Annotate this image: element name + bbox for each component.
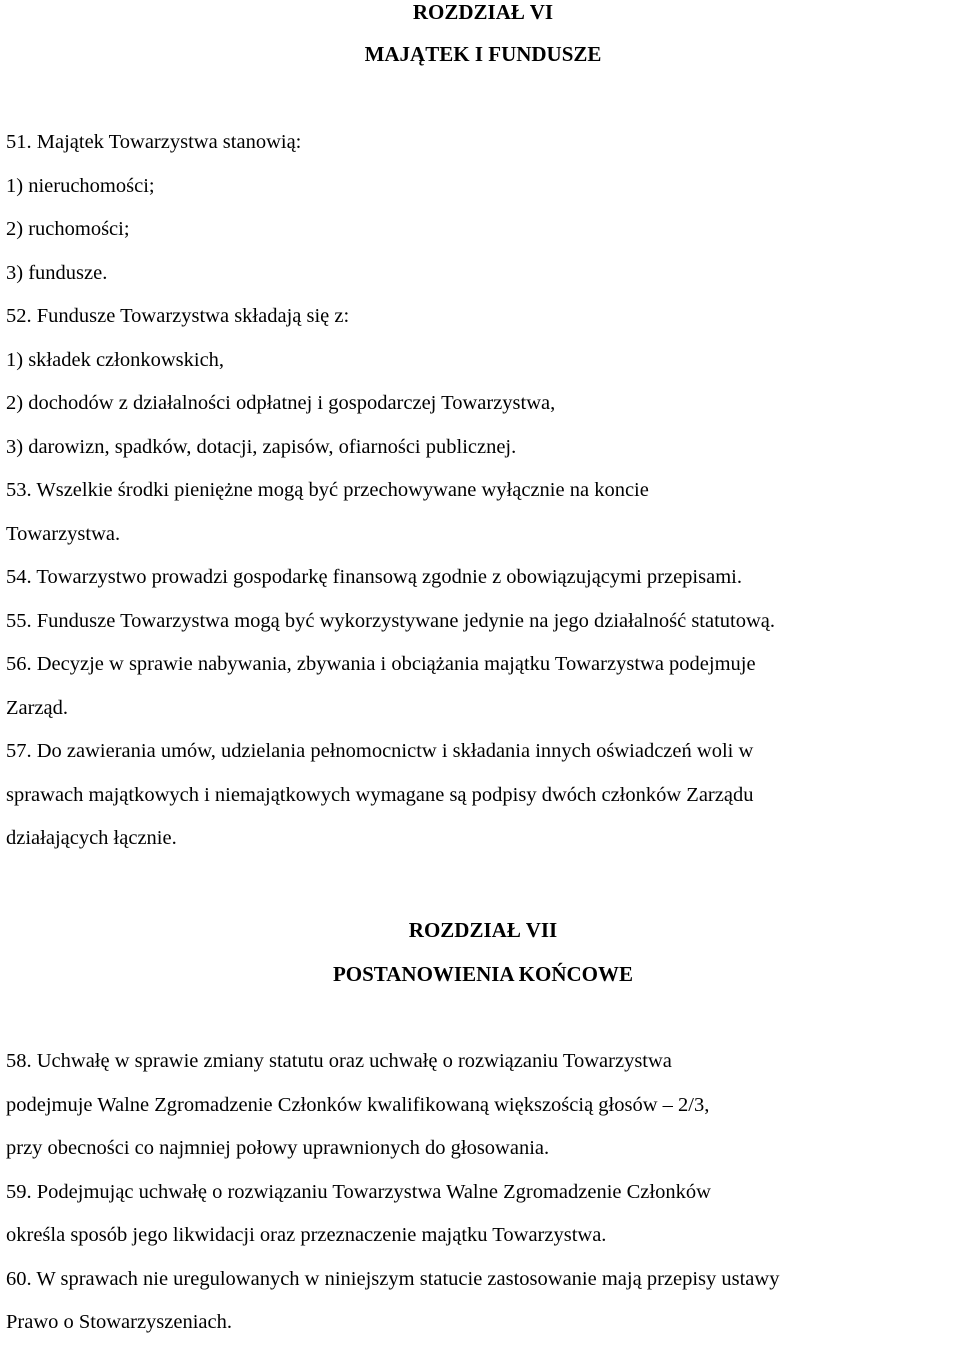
chapter-7-number: ROZDZIAŁ VII: [408, 918, 558, 942]
paragraph-line: 51. Majątek Towarzystwa stanowią:: [6, 131, 302, 153]
paragraph-line: 58. Uchwałę w sprawie zmiany statutu oraz uchwałę o rozwiązaniu Towarzystwa: [6, 1050, 672, 1072]
paragraph-line: Towarzystwa.: [6, 522, 121, 545]
paragraph-line: 3) fundusze.: [6, 261, 108, 284]
paragraph-line: 55. Fundusze Towarzystwa mogą być wykorzystywane jedynie na jego działalność statutową.: [6, 609, 776, 632]
paragraph-line: 2) ruchomości;: [6, 218, 130, 240]
paragraph-line: 53. Wszelkie środki pieniężne mogą być przechowywane wyłącznie na koncie: [6, 479, 649, 501]
paragraph-line: 60. W sprawach nie uregulowanych w niniejszym statucie zastosowanie mają przepisy ustawy: [6, 1267, 780, 1290]
paragraph-line: działających łącznie.: [6, 827, 177, 849]
paragraph-line: Prawo o Stowarzyszeniach.: [6, 1311, 233, 1333]
paragraph-line: 1) składek członkowskich,: [6, 348, 225, 371]
paragraph-line: 57. Do zawierania umów, udzielania pełnomocnictw i składania innych oświadczeń woli w: [6, 740, 754, 762]
paragraph-line: 1) nieruchomości;: [6, 174, 155, 197]
chapter-6-title: MAJĄTEK I FUNDUSZE: [364, 42, 602, 66]
chapter-6-body: [6, 121, 956, 861]
paragraph-line: 54. Towarzystwo prowadzi gospodarkę finansową zgodnie z obowiązującymi przepisami.: [6, 566, 742, 588]
chapter-7-body: [6, 1040, 956, 1345]
chapter-7-title: POSTANOWIENIA KOŃCOWE: [332, 962, 634, 986]
paragraph-line: określa sposób jego likwidacji oraz przeznaczenie majątku Towarzystwa.: [6, 1224, 607, 1246]
paragraph-line: przy obecności co najmniej połowy uprawnionych do głosowania.: [6, 1137, 550, 1159]
paragraph-line: 56. Decyzje w sprawie nabywania, zbywania i obciążania majątku Towarzystwa podejmuje: [6, 653, 756, 675]
paragraph-line: 3) darowizn, spadków, dotacji, zapisów, ofiarności publicznej.: [6, 435, 517, 458]
chapter-6-number: ROZDZIAŁ VI: [412, 0, 554, 24]
paragraph-line: sprawach majątkowych i niemajątkowych wymagane są podpisy dwóch członków Zarządu: [6, 783, 754, 806]
paragraph-line: 52. Fundusze Towarzystwa składają się z:: [6, 305, 350, 327]
paragraph-line: Zarząd.: [6, 696, 69, 719]
paragraph-line: 59. Podejmując uchwałę o rozwiązaniu Towarzystwa Walne Zgromadzenie Członków: [6, 1180, 711, 1203]
paragraph-line: 2) dochodów z działalności odpłatnej i gospodarczej Towarzystwa,: [6, 392, 556, 414]
paragraph-line: podejmuje Walne Zgromadzenie Członków kwalifikowaną większością głosów – 2/3,: [6, 1093, 710, 1116]
